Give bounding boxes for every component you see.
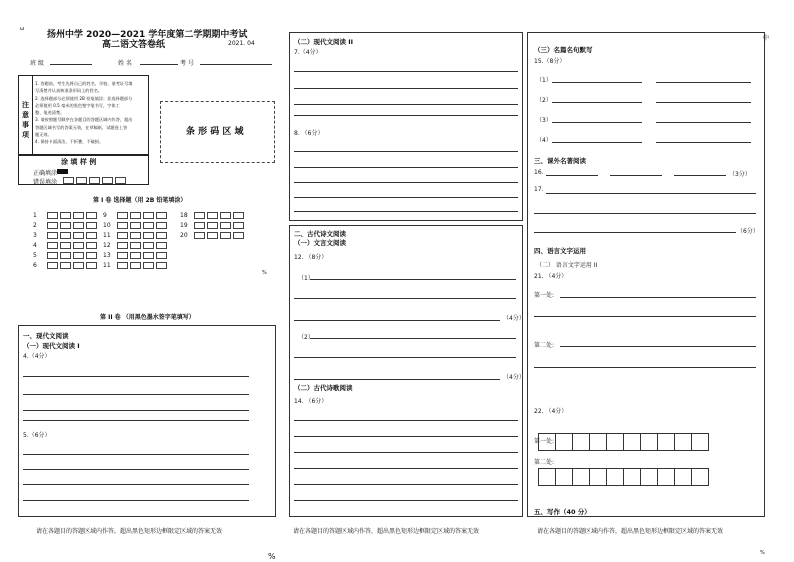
choice-bubble[interactable]	[86, 242, 97, 249]
q17-label: 17.	[534, 186, 544, 193]
choice-row	[103, 242, 167, 249]
footer-note: 请在各题目的答题区域内作答，超出黑色矩形边框限定区域的答案无效	[36, 528, 223, 535]
answer-line[interactable]	[656, 142, 751, 143]
grid-cell[interactable]	[606, 433, 624, 451]
q15-label: 15.（8分）	[534, 58, 566, 65]
q4-label: 4.（4分）	[23, 353, 51, 360]
answer-line[interactable]	[560, 297, 756, 298]
choice-bubble[interactable]	[207, 222, 218, 229]
field-name-input[interactable]	[140, 64, 178, 65]
choice-bubble[interactable]	[117, 212, 128, 219]
answer-line[interactable]	[294, 71, 518, 72]
stray-mark: %	[760, 550, 765, 556]
answer-line[interactable]	[294, 436, 518, 437]
answer-grid[interactable]	[538, 468, 708, 486]
grid-cell[interactable]	[589, 433, 607, 451]
answer-line[interactable]	[23, 376, 249, 377]
question-number: 20	[180, 232, 188, 239]
answer-line[interactable]	[546, 193, 756, 194]
answer-line[interactable]	[534, 316, 756, 317]
question-number: 13	[103, 252, 111, 259]
answer-line[interactable]	[552, 142, 642, 143]
choice-bubble[interactable]	[117, 222, 128, 229]
wrong-fill-label: 错误填涂	[33, 179, 58, 186]
answer-box-right	[527, 32, 765, 517]
answer-line[interactable]	[552, 122, 642, 123]
answer-line[interactable]	[534, 367, 756, 368]
choice-bubble[interactable]	[143, 232, 154, 239]
answer-box-classical	[289, 225, 523, 517]
grid-cell[interactable]	[538, 468, 556, 486]
choice-bubble[interactable]	[143, 262, 154, 269]
grid-cell[interactable]	[606, 468, 624, 486]
choice-bubble[interactable]	[220, 212, 231, 219]
choice-bubble[interactable]	[86, 232, 97, 239]
question-number: 10	[103, 222, 111, 229]
answer-line[interactable]	[294, 500, 518, 501]
q12-part1: （1）	[298, 275, 314, 282]
question-number: 11	[103, 232, 111, 239]
answer-line[interactable]	[294, 298, 516, 299]
choice-bubble[interactable]	[220, 232, 231, 239]
choice-bubble[interactable]	[73, 232, 84, 239]
answer-line[interactable]	[656, 102, 751, 103]
choice-row	[103, 212, 167, 219]
q21-label: 21. （4分）	[534, 273, 568, 280]
answer-grid[interactable]	[538, 433, 708, 451]
answer-line[interactable]	[610, 175, 662, 176]
answer-line[interactable]	[656, 122, 751, 123]
choice-bubble[interactable]	[86, 252, 97, 259]
grid-cell[interactable]	[640, 433, 658, 451]
choice-row	[103, 262, 167, 269]
answer-line[interactable]	[294, 357, 516, 358]
choice-bubble[interactable]	[60, 222, 71, 229]
grid-cell[interactable]	[691, 433, 709, 451]
grid-cell[interactable]	[555, 433, 573, 451]
choice-bubble[interactable]	[117, 232, 128, 239]
q8-label: 8. （6分）	[294, 130, 324, 137]
choice-bubble[interactable]	[73, 222, 84, 229]
fill-example-title: 涂 填 样 例	[61, 158, 97, 166]
answer-line[interactable]	[674, 175, 726, 176]
grid-cell[interactable]	[691, 468, 709, 486]
grid-cell[interactable]	[674, 468, 692, 486]
correct-fill-sample	[57, 169, 68, 174]
grid-cell[interactable]	[657, 468, 675, 486]
choice-bubble[interactable]	[47, 212, 58, 219]
grid-cell[interactable]	[623, 468, 641, 486]
choice-bubble[interactable]	[86, 262, 97, 269]
choice-bubble[interactable]	[220, 222, 231, 229]
answer-line[interactable]	[23, 484, 249, 485]
choice-row	[180, 232, 244, 239]
answer-line[interactable]	[310, 279, 516, 280]
answer-line[interactable]	[294, 88, 518, 89]
field-class-label: 班 级	[30, 60, 44, 67]
stray-mark: %	[262, 270, 267, 276]
subsection-title: （二）现代文阅读 II	[294, 38, 354, 46]
choice-bubble[interactable]	[233, 212, 244, 219]
wrong-fill-samples	[61, 177, 126, 184]
exam-title: 扬州中学 2020—2021 学年度第二学期期中考试	[47, 30, 248, 40]
answer-line[interactable]	[294, 104, 518, 105]
barcode-area	[160, 101, 275, 163]
answer-line[interactable]	[294, 151, 518, 152]
answer-line[interactable]	[23, 420, 249, 421]
answer-line[interactable]	[534, 232, 736, 233]
q15-item: （1）	[536, 77, 552, 84]
choice-bubble[interactable]	[60, 232, 71, 239]
question-number: 5	[33, 252, 37, 259]
choice-bubble[interactable]	[86, 212, 97, 219]
choice-bubble[interactable]	[47, 252, 58, 259]
choice-bubble[interactable]	[207, 232, 218, 239]
answer-line[interactable]	[560, 346, 756, 347]
choice-row	[103, 222, 167, 229]
choice-bubble[interactable]	[156, 262, 167, 269]
points-label: （4分）	[503, 374, 525, 381]
answer-line[interactable]	[23, 410, 249, 411]
choice-bubble[interactable]	[130, 212, 141, 219]
grid-cell[interactable]	[572, 433, 590, 451]
question-number: 3	[33, 232, 37, 239]
choice-row	[180, 222, 244, 229]
q15-item: （3）	[536, 117, 552, 124]
choice-bubble[interactable]	[130, 262, 141, 269]
section-title: 五、写作（40 分）	[534, 508, 591, 516]
first-place-label: 第一处:	[534, 292, 555, 299]
choice-bubble[interactable]	[60, 262, 71, 269]
question-number: 2	[33, 222, 37, 229]
points-label: （3分）	[729, 171, 751, 178]
choice-row	[103, 232, 167, 239]
grid-cell[interactable]	[589, 468, 607, 486]
question-number: 1	[33, 212, 37, 219]
choice-bubble[interactable]	[47, 232, 58, 239]
answer-box-modern-reading-2	[289, 32, 523, 221]
exam-date: 2021. 04	[228, 40, 255, 47]
subsection-title: （二） 语言文字运用 II	[536, 262, 598, 269]
choice-row	[33, 262, 97, 269]
part2-title: 第 II 卷 （用黑色墨水签字笔填写）	[100, 314, 195, 321]
answer-line[interactable]	[546, 175, 598, 176]
q12-label: 12. （8分）	[294, 254, 328, 261]
choice-bubble[interactable]	[143, 222, 154, 229]
choice-row	[33, 222, 97, 229]
answer-line[interactable]	[294, 320, 500, 321]
choice-bubble[interactable]	[156, 222, 167, 229]
grid-cell[interactable]	[555, 468, 573, 486]
footer-note: 请在各题目的答题区域内作答，超出黑色矩形边框限定区域的答案无效	[293, 528, 480, 535]
choice-bubble[interactable]	[73, 252, 84, 259]
choice-row	[103, 252, 167, 259]
answer-line[interactable]	[294, 197, 518, 198]
choice-bubble[interactable]	[143, 212, 154, 219]
grid-cell[interactable]	[623, 433, 641, 451]
q15-item: （4）	[536, 137, 552, 144]
grid-cell[interactable]	[572, 468, 590, 486]
choice-bubble[interactable]	[130, 242, 141, 249]
q12-part2: （2）	[298, 334, 314, 341]
answer-box-modern-reading-1	[18, 325, 276, 517]
choice-row	[33, 252, 97, 259]
question-number: 19	[180, 222, 188, 229]
q22-label: 22. （4分）	[534, 408, 568, 415]
section-title: 三、课外名著阅读	[534, 157, 586, 165]
field-id-label: 考 号	[180, 60, 194, 67]
choice-bubble[interactable]	[143, 242, 154, 249]
first-place-label: 第一处:	[534, 438, 555, 445]
answer-line[interactable]	[552, 102, 642, 103]
section-title: 四、语言文字运用	[534, 247, 586, 255]
notice-text: 1. 答题前，考生先将自己的姓名、学校、准考证号填 写清楚并认真核准条形码上的姓名。 2. 选择题部分必须使用 2B 铅笔填涂；非选择题部分 必须使用 0.5 毫米的黑色签字笔书写，字体工 整、笔迹清楚。 3. 请按照题号顺序在各题目的答题区域内作答，超出 答题区域书写的答案无效，在草稿纸、试题卷上答 题无效。 4. 保持卡面清洁，不折叠，不破损。	[35, 81, 133, 145]
choice-bubble[interactable]	[117, 262, 128, 269]
choice-bubble[interactable]	[117, 252, 128, 259]
choice-bubble[interactable]	[194, 212, 205, 219]
question-number: 9	[103, 212, 107, 219]
question-number: 12	[103, 242, 111, 249]
grid-cell[interactable]	[674, 433, 692, 451]
choice-bubble[interactable]	[60, 252, 71, 259]
barcode-label: 条 形 码 区 域	[186, 127, 244, 137]
footer-note: 请在各题目的答题区域内作答，超出黑色矩形边框限定区域的答案无效	[537, 528, 724, 535]
answer-line[interactable]	[294, 115, 518, 116]
subsection-title: （一）现代文阅读 I	[23, 342, 80, 350]
choice-bubble[interactable]	[233, 232, 244, 239]
choice-bubble[interactable]	[47, 242, 58, 249]
second-place-label: 第二处:	[534, 459, 555, 466]
choice-bubble[interactable]	[47, 262, 58, 269]
points-label: （4分）	[503, 315, 525, 322]
answer-line[interactable]	[534, 213, 756, 214]
choice-bubble[interactable]	[73, 262, 84, 269]
notice-box	[18, 75, 149, 155]
choice-bubble[interactable]	[130, 232, 141, 239]
answer-line[interactable]	[23, 469, 249, 470]
q15-item: （2）	[536, 97, 552, 104]
choice-bubble[interactable]	[156, 252, 167, 259]
choice-bubble[interactable]	[207, 212, 218, 219]
field-class-input[interactable]	[50, 64, 92, 65]
question-number: 11	[103, 262, 111, 269]
answer-line[interactable]	[23, 394, 249, 395]
choice-bubble[interactable]	[60, 242, 71, 249]
answer-line[interactable]	[23, 500, 249, 501]
answer-line[interactable]	[656, 82, 751, 83]
corner-mark: ω	[20, 26, 25, 32]
section-title: 二、古代诗文阅读	[294, 230, 346, 238]
points-label: （6分）	[737, 228, 759, 235]
second-place-label: 第二处:	[534, 342, 555, 349]
subsection-title: （一）文言文阅读	[294, 239, 346, 247]
answer-line[interactable]	[294, 452, 518, 453]
answer-line[interactable]	[294, 420, 518, 421]
part1-title: 第 I 卷 选择题（用 2B 铅笔填涂）	[93, 197, 187, 204]
choice-bubble[interactable]	[86, 222, 97, 229]
choice-bubble[interactable]	[117, 242, 128, 249]
choice-bubble[interactable]	[130, 252, 141, 259]
stray-mark: %	[268, 552, 276, 561]
correct-fill-label: 正确填涂	[33, 170, 58, 177]
answer-line[interactable]	[294, 211, 518, 212]
choice-bubble[interactable]	[47, 222, 58, 229]
choice-row	[33, 242, 97, 249]
q7-label: 7.（4分）	[294, 49, 322, 56]
answer-line[interactable]	[294, 468, 518, 469]
choice-row	[180, 212, 244, 219]
field-name-label: 姓 名	[118, 60, 132, 67]
choice-bubble[interactable]	[156, 212, 167, 219]
choice-bubble[interactable]	[233, 222, 244, 229]
notice-side-label: 注意事项	[22, 101, 29, 139]
answer-line[interactable]	[294, 379, 500, 380]
q14-label: 14. （6分）	[294, 398, 328, 405]
fill-example-box	[18, 155, 149, 185]
choice-bubble[interactable]	[143, 252, 154, 259]
choice-bubble[interactable]	[73, 242, 84, 249]
corner-mark: 中	[763, 35, 770, 42]
answer-line[interactable]	[310, 338, 516, 339]
grid-cell[interactable]	[657, 433, 675, 451]
question-number: 18	[180, 212, 188, 219]
answer-line[interactable]	[294, 182, 518, 183]
section-title: 一、现代文阅读	[23, 332, 69, 340]
answer-line[interactable]	[294, 484, 518, 485]
choice-row	[33, 232, 97, 239]
grid-cell[interactable]	[640, 468, 658, 486]
choice-bubble[interactable]	[156, 232, 167, 239]
choice-bubble[interactable]	[194, 222, 205, 229]
answer-line[interactable]	[552, 82, 642, 83]
question-number: 6	[33, 262, 37, 269]
choice-bubble[interactable]	[156, 242, 167, 249]
choice-bubble[interactable]	[130, 222, 141, 229]
q5-label: 5.（6分）	[23, 432, 51, 439]
choice-row	[33, 212, 97, 219]
grid-cell[interactable]	[538, 433, 556, 451]
sheet-subtitle: 高二语文答卷纸	[102, 40, 166, 50]
question-number: 4	[33, 242, 37, 249]
choice-bubble[interactable]	[73, 212, 84, 219]
subsection-title: （三）名篇名句默写	[534, 46, 593, 54]
subsection-title: （二）古代诗歌阅读	[294, 384, 353, 392]
choice-bubble[interactable]	[60, 212, 71, 219]
q16-label: 16.	[534, 169, 544, 176]
field-id-input[interactable]	[200, 64, 272, 65]
choice-bubble[interactable]	[194, 232, 205, 239]
answer-line[interactable]	[23, 454, 249, 455]
answer-line[interactable]	[294, 167, 518, 168]
